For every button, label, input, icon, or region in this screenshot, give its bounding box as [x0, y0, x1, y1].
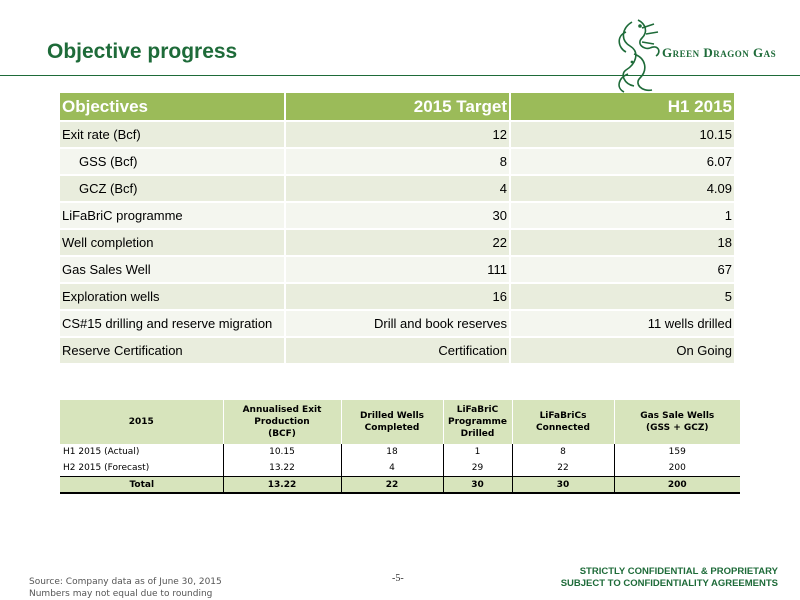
summary-total-cell: 22 [341, 477, 443, 494]
table-row [60, 444, 740, 460]
objective-label: Exploration wells [60, 283, 285, 310]
objective-target: 8 [285, 148, 510, 175]
summary-total-cell: 30 [512, 477, 614, 494]
summary-header-text: Programme [447, 417, 508, 427]
summary-header-period [60, 400, 223, 444]
objective-target: 22 [285, 229, 510, 256]
summary-cell: 13.22 [223, 460, 341, 477]
confidential-line: SUBJECT TO CONFIDENTIALITY AGREEMENTS [560, 578, 778, 589]
table-row [60, 310, 734, 337]
table-row [60, 229, 734, 256]
summary-cell: 22 [512, 460, 614, 477]
summary-header-exit-production [223, 400, 341, 444]
objective-target: 12 [285, 121, 510, 148]
objective-h1: 67 [510, 256, 734, 283]
summary-cell: H1 2015 (Actual) [60, 444, 223, 460]
summary-cell: 4 [341, 460, 443, 477]
table-row [60, 148, 734, 175]
objective-label: GSS (Bcf) [60, 148, 285, 175]
table-row [60, 337, 734, 363]
objective-label: Exit rate (Bcf) [60, 121, 285, 148]
summary-header-text: Production [254, 417, 310, 427]
summary-total-cell: 30 [443, 477, 512, 494]
objectives-header-h1: H1 2015 [510, 93, 734, 121]
summary-cell: H2 2015 (Forecast) [60, 460, 223, 477]
objectives-header-objectives: Objectives [60, 93, 285, 121]
summary-header-text: Drilled [460, 429, 495, 439]
objectives-header-target: 2015 Target [285, 93, 510, 121]
table-row [60, 175, 734, 202]
summary-header-drilled-wells [341, 400, 443, 444]
summary-cell: 18 [341, 444, 443, 460]
summary-cell: 200 [668, 463, 686, 473]
objective-label: CS#15 drilling and reserve migration [60, 310, 285, 337]
summary-total-cell: Total [60, 477, 223, 494]
objective-target: 30 [285, 202, 510, 229]
confidentiality-notice [561, 566, 778, 590]
summary-header-text: LiFaBriCs [539, 411, 587, 421]
summary-header-text: (GSS + GCZ) [646, 423, 709, 433]
source-note [29, 576, 222, 600]
summary-total-cell: 13.22 [223, 477, 341, 494]
summary-cell: 1 [443, 444, 512, 460]
objective-h1: 4.09 [510, 175, 734, 202]
summary-header-text: Drilled Wells [359, 411, 425, 421]
objectives-header-row [60, 93, 734, 121]
objective-h1: On Going [510, 337, 734, 363]
page-number: -5- [392, 573, 404, 584]
summary-header-gas-sale-wells [614, 400, 740, 444]
summary-header-text: Annualised Exit [242, 405, 322, 415]
logo-wordmark: Green Dragon Gas [662, 45, 777, 60]
objective-target: Certification [285, 337, 510, 363]
objective-h1: 18 [510, 229, 734, 256]
table-row [60, 256, 734, 283]
objective-label: LiFaBriC programme [60, 202, 285, 229]
objectives-table [60, 93, 734, 363]
summary-header-lifabrics-connected [512, 400, 614, 444]
table-row [60, 202, 734, 229]
table-row [60, 460, 740, 477]
objective-h1: 5 [510, 283, 734, 310]
summary-header-text: (BCF) [268, 429, 296, 439]
objective-h1: 10.15 [510, 121, 734, 148]
objective-label: GCZ (Bcf) [60, 175, 285, 202]
objective-label: Gas Sales Well [60, 256, 285, 283]
objective-h1: 6.07 [510, 148, 734, 175]
rounding-line: Numbers may not equal due to rounding [29, 589, 213, 599]
summary-cell: 10.15 [223, 444, 341, 460]
table-row [60, 283, 734, 310]
summary-header-text: LiFaBriC [456, 405, 499, 415]
objective-h1: 1 [510, 202, 734, 229]
objective-h1: 11 wells drilled [510, 310, 734, 337]
objective-target: 4 [285, 175, 510, 202]
summary-cell: 159 [668, 447, 686, 457]
summary-header-text: Gas Sale Wells [640, 411, 715, 421]
page-title: Objective progress [47, 40, 238, 63]
summary-header-row [60, 400, 740, 444]
objective-target: Drill and book reserves [285, 310, 510, 337]
summary-header-text: 2015 [128, 417, 154, 427]
objective-label: Well completion [60, 229, 285, 256]
confidential-line: STRICTLY CONFIDENTIAL & PROPRIETARY [579, 566, 778, 577]
summary-cell: 29 [443, 460, 512, 477]
source-line: Source: Company data as of June 30, 2015 [29, 577, 222, 587]
summary-header-text: Connected [536, 423, 590, 433]
summary-header-text: Completed [364, 423, 420, 433]
summary-cell: 8 [512, 444, 614, 460]
summary-header-lifabric-drilled [443, 400, 512, 444]
summary-total-row [60, 477, 740, 494]
objective-target: 111 [285, 256, 510, 283]
summary-table [60, 400, 740, 494]
objective-label: Reserve Certification [60, 337, 285, 363]
objective-target: 16 [285, 283, 510, 310]
summary-total-cell: 200 [614, 477, 740, 494]
table-row [60, 121, 734, 148]
